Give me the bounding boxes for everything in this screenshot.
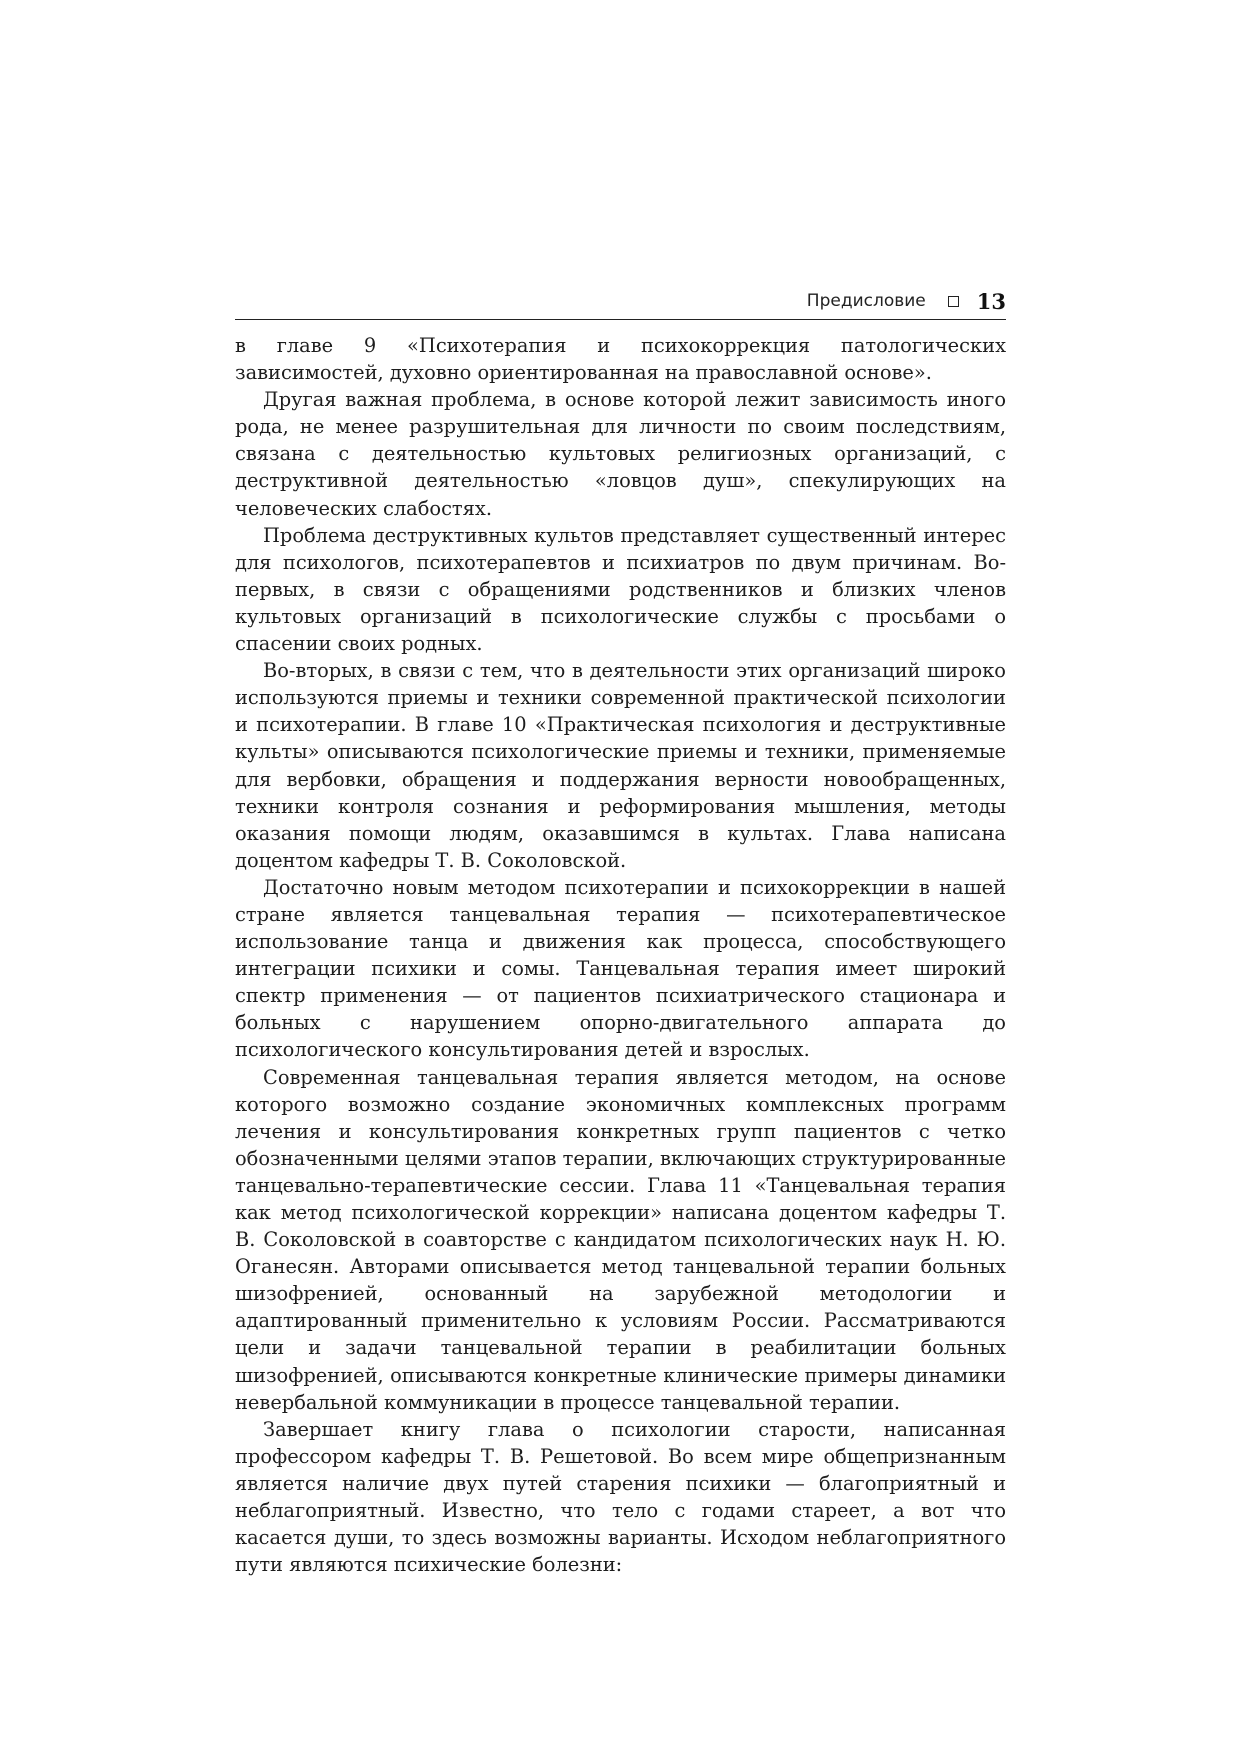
paragraph: Проблема деструктивных культов представляет существенный интерес для психологов, психотерапевтов и психиатров по двум причинам. Во-первых, в связи с обращениями родственников и близких членов культовых организаций в психологические службы с просьбами о спасении своих родных. [235, 523, 1006, 656]
paragraph: Завершает книгу глава о психологии старости, написанная профессором кафедры Т. В. Решетовой. Во всем мире общепризнанным является наличие двух путей старения психики — благоприятный и неблагоприятный. Известно, что тело с годами стареет, а вот что касается души, то здесь возможны варианты. Исходом неблагоприятного пути являются психические болезни: [235, 1417, 1006, 1577]
paragraph: Во-вторых, в связи с тем, что в деятельности этих организаций широко используются приемы и техники современной практической психологии и психотерапии. В главе 10 «Практическая психология и деструктивные культы» описываются психологические приемы и техники, применяемые для вербовки, обращения и поддержания верности новообращенных, техники контроля сознания и реформирования мышления, методы оказания помощи людям, оказавшимся в культах. Глава написана доцентом кафедры Т. В. Соколовской. [235, 659, 1006, 872]
page-number: 13 [976, 288, 1006, 314]
section-title: Предисловие [806, 291, 926, 311]
body-text [235, 332, 1006, 1578]
square-bullet-icon [948, 296, 959, 307]
paragraph: в главе 9 «Психотерапия и психокоррекция патологических зависимостей, духовно ориентированная на православной основе». [235, 334, 1006, 385]
book-page [235, 286, 1006, 1578]
paragraph: Современная танцевальная терапия является методом, на основе которого возможно создание экономичных комплексных программ лечения и консультирования конкретных групп пациентов с четко обозначенными целями этапов терапии, включающих структурированные танцевально-терапевтические сессии. Глава 11 «Танцевальная терапия как метод психологической коррекции» написана доцентом кафедры Т. В. Соколовской в соавторстве с кандидатом психологических наук Н. Ю. Оганесян. Авторами описывается метод танцевальной терапии больных шизофренией, основанный на зарубежной методологии и адаптированный применительно к условиям России. Рассматриваются цели и задачи танцевальной терапии в реабилитации больных шизофренией, описываются конкретные клинические примеры динамики невербальной коммуникации в процессе танцевальной терапии. [235, 1065, 1006, 1414]
running-header [235, 286, 1006, 320]
paragraph: Достаточно новым методом психотерапии и психокоррекции в нашей стране является танцевальная терапия — психотерапевтическое использование танца и движения как процесса, способствующего интеграции психики и сомы. Танцевальная терапия имеет широкий спектр применения — от пациентов психиатрического стационара и больных с нарушением опорно-двигательного аппарата до психологического консультирования детей и взрослых. [235, 875, 1006, 1062]
paragraph: Другая важная проблема, в основе которой лежит зависимость иного рода, не менее разрушительная для личности по своим последствиям, связана с деятельностью культовых религиозных организаций, с деструктивной деятельностью «ловцов душ», спекулирующих на человеческих слабостях. [235, 388, 1006, 520]
